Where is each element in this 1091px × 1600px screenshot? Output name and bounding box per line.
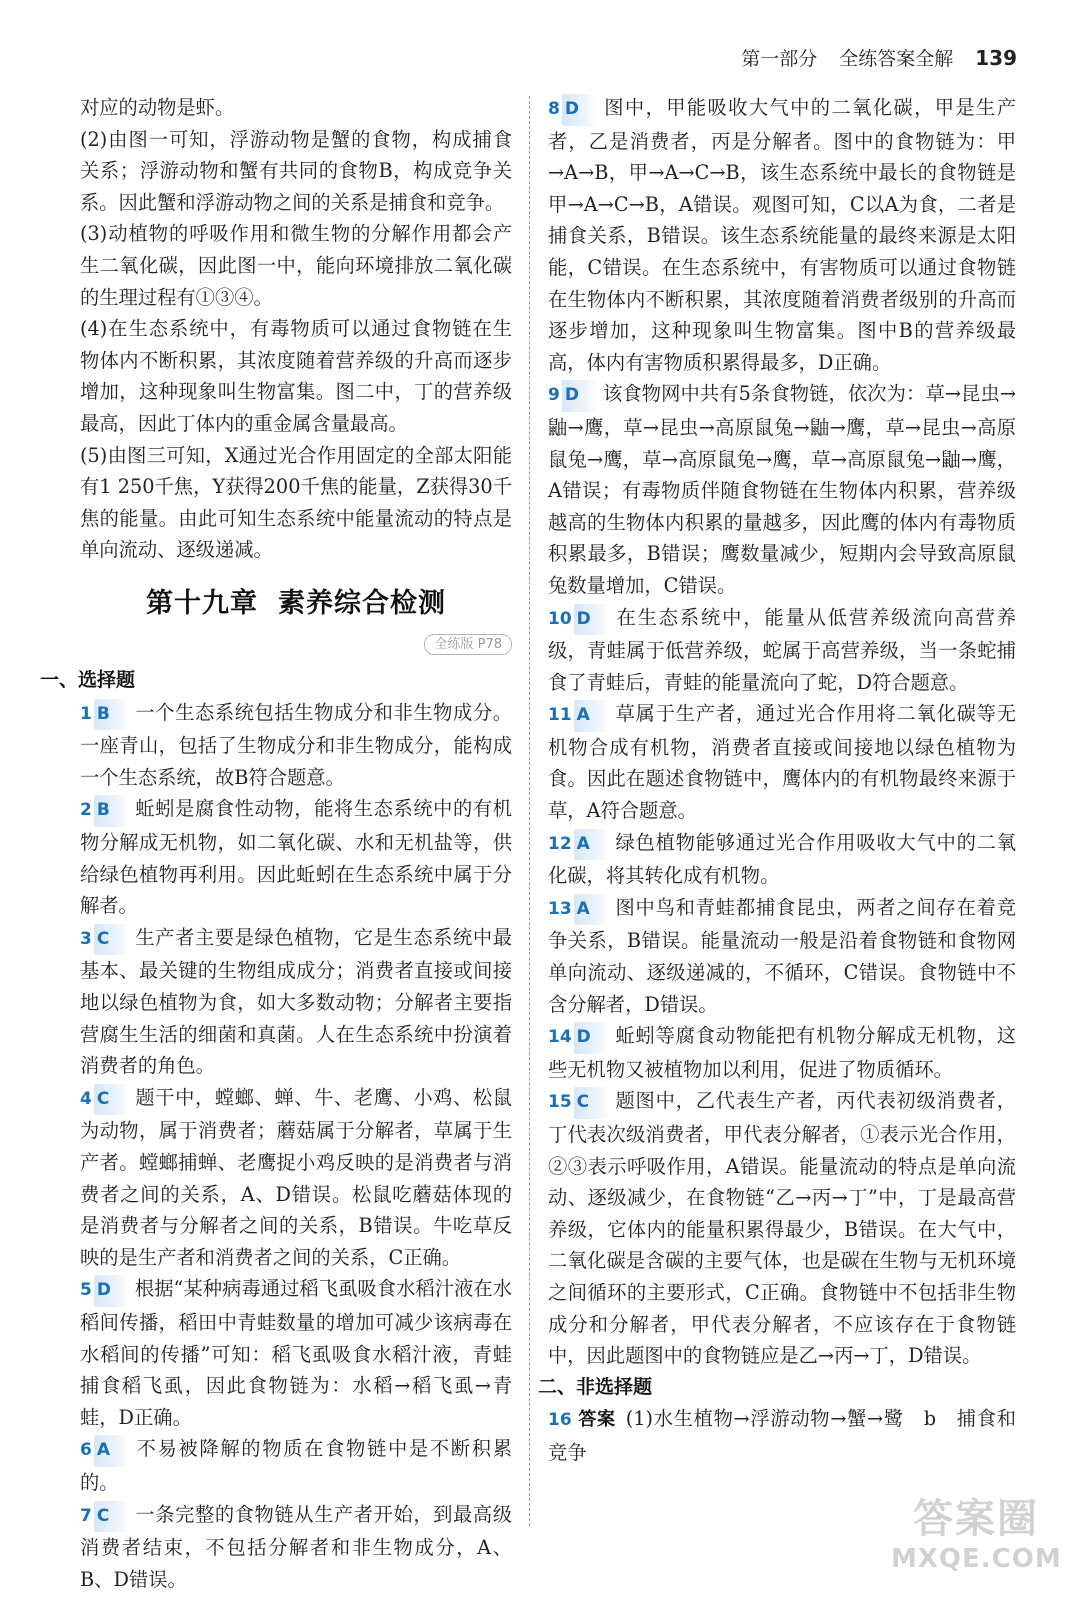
section-title-nonchoice: 二、非选择题: [538, 1375, 653, 1398]
header-section: 第一部分: [741, 48, 818, 70]
question-badge: 2 B: [80, 800, 129, 820]
explanation: 在生态系统中，能量从低营养级流向高营养级，青蛙属于低营养级，蛇属于高营养级，当一条蛇捕食了青蛙后，青蛙的能量流向了蛇，D符合题意。: [548, 605, 1016, 694]
answer-item: [80, 1082, 512, 1274]
explanation: 草属于生产者，通过光合作用将二氧化碳等无机物合成有机物，消费者直接或间接地以绿色植物为食。因此在题述食物链中，鹰体内的有机物最终来源于草，A符合题意。: [548, 702, 1016, 823]
answer-letter: C: [94, 924, 129, 956]
answer-letter: B: [94, 795, 129, 827]
question-badge: 16: [548, 1410, 572, 1431]
question-badge: 12 A: [548, 834, 609, 854]
answer-item: [80, 1433, 512, 1498]
answer-item: [548, 1020, 1016, 1085]
column-divider: [529, 96, 530, 1526]
paragraph: (4)在生态系统中，有毒物质可以通过食物链在生物体内不断积累，其浓度随着营养级的升高而逐步增加，这种现象叫生物富集。图二中，丁的营养级最高，因此丁体内的重金属含量最高。: [80, 317, 512, 435]
answer-item: [80, 1499, 512, 1596]
explanation: 图中，甲能吸收大气中的二氧化碳，甲是生产者，乙是消费者，丙是分解者。图中的食物链为：甲→A→B，甲→A→C→B，该生态系统中最长的食物链是甲→A→C→B，A错误。观图可知，C以A为食，二者是捕食关系，B错误。该生态系统能量的最终来源是太阳能，C错误。在生态系统中，有害物质可以通过食物链在生物体内不断积累，其浓度随着消费者级别的升高而逐步增加，这种现象叫生物富集。图中B的营养级最高，体内有害物质积累得最多，D正确。: [548, 96, 1016, 374]
answer-item: [548, 827, 1016, 892]
page-header: [741, 44, 1017, 71]
answer-item: [80, 1273, 512, 1433]
answer-item: [80, 697, 512, 794]
watermark-logo: 答案圈 MXQE.COM: [891, 1496, 1062, 1574]
answer-item: [548, 602, 1016, 699]
left-column: [40, 92, 512, 1595]
chapter-name: 素养综合检测: [278, 587, 446, 619]
explanation: 一条完整的食物链从生产者开始，到最高级消费者结束，不包括分解者和非生物成分，A、B、D错误。: [80, 1502, 512, 1591]
answer-letter: B: [94, 699, 129, 731]
answer-item: [80, 922, 512, 1082]
question-badge: 11 A: [548, 705, 609, 725]
answer-item: [548, 378, 1016, 601]
answer-item: [548, 1085, 1016, 1371]
question-badge: 6 A: [80, 1440, 129, 1460]
header-title: 全练答案全解: [839, 48, 954, 70]
answer-letter: A: [94, 1435, 129, 1467]
right-column: [538, 92, 1016, 1469]
answer-letter: A: [574, 894, 609, 926]
answer-item: [548, 92, 1016, 378]
question-badge: 5 D: [80, 1280, 129, 1300]
explanation: 不易被降解的物质在食物链中是不断积累的。: [80, 1437, 512, 1494]
paragraph: (3)动植物的呼吸作用和微生物的分解作用都会产生二氧化碳，因此图一中，能向环境排放二氧化碳的生理过程有①③④。: [80, 222, 512, 309]
paragraph: 对应的动物是虾。: [80, 96, 235, 119]
section-title-choice: 一、选择题: [40, 669, 136, 692]
answer-item: [548, 1403, 1016, 1468]
question-badge: 8 D: [548, 99, 597, 119]
question-badge: 3 C: [80, 929, 129, 949]
question-badge: 1 B: [80, 704, 129, 724]
answer-letter: C: [94, 1084, 129, 1116]
explanation: 蚯蚓是腐食性动物，能将生态系统中的有机物分解成无机物，如二氧化碳、水和无机盐等，供给绿色植物再利用。因此蚯蚓在生态系统中属于分解者。: [80, 797, 512, 918]
answer-letter: D: [574, 604, 609, 636]
explanation: 一个生态系统包括生物成分和非生物成分。一座青山，包括了生物成分和非生物成分，能构成一个生态系统，故B符合题意。: [80, 700, 512, 789]
question-badge: 15 C: [548, 1092, 609, 1112]
answer-letter: A: [574, 829, 609, 861]
answer-letter: C: [94, 1501, 129, 1533]
chapter-title: [80, 588, 512, 620]
paragraph: (2)由图一可知，浮游动物是蟹的食物，构成捕食关系；浮游动物和蟹有共同的食物B，构成竞争关系。因此蟹和浮游动物之间的关系是捕食和竞争。: [80, 127, 512, 214]
answer-item: [548, 698, 1016, 826]
answer-item: [80, 793, 512, 921]
page-number: 139: [975, 45, 1017, 70]
explanation: 题干中，螳螂、蝉、牛、老鹰、小鸡、松鼠为动物，属于消费者；蘑菇属于分解者，草属于生产者。螳螂捕蝉、老鹰捉小鸡反映的是消费者与消费者之间的关系，A、D错误。松鼠吃蘑菇体现的是消费者与分解者之间的关系，B错误。牛吃草反映的是生产者和消费者之间的关系，C正确。: [80, 1085, 512, 1269]
explanation: 根据“某种病毒通过稻飞虱吸食水稻汁液在水稻间传播，稻田中青蛙数量的增加可减少该病毒在水稻间的传播”可知：稻飞虱吸食水稻汁液，青蛙捕食稻飞虱，因此食物链为：水稻→稻飞虱→青蛙，D正确。: [80, 1277, 512, 1429]
question-badge: 14 D: [548, 1027, 609, 1047]
answer-letter: D: [94, 1275, 129, 1307]
explanation: 图中鸟和青蛙都捕食昆虫，两者之间存在着竞争关系，B错误。能量流动一般是沿着食物链和食物网单向流动、逐级递减的，不循环，C错误。食物链中不含分解者，D错误。: [548, 895, 1016, 1016]
answer-label: 答案: [577, 1409, 616, 1431]
explanation: 生产者主要是绿色植物，它是生态系统中最基本、最关键的生物组成成分；消费者直接或间接地以绿色植物为食，如大多数动物；分解者主要指营腐生生活的细菌和真菌。人在生态系统中扮演着消费者的角色。: [80, 925, 512, 1078]
question-badge: 13 A: [548, 899, 609, 919]
answer-letter: D: [562, 94, 597, 126]
question-badge: 10 D: [548, 609, 609, 629]
paragraph: (5)由图三可知，X通过光合作用固定的全部太阳能有1 250千焦，Y获得200千焦的能量，Z获得30千焦的能量。由此可知生态系统中能量流动的特点是单向流动、逐级递减。: [80, 443, 512, 562]
practice-page-tag: 全练版 P78: [424, 634, 512, 655]
explanation: (1)水生植物→浮游动物→蟹→鹭 b 捕食和竞争: [548, 1407, 1016, 1464]
answer-letter: C: [574, 1087, 609, 1119]
answer-item: [548, 892, 1016, 1020]
answer-letter: D: [574, 1022, 609, 1054]
answer-letter: D: [562, 380, 597, 412]
question-badge: 4 C: [80, 1089, 129, 1109]
explanation: 该食物网中共有5条食物链，依次为：草→昆虫→鼬→鹰，草→昆虫→高原鼠兔→鼬→鹰，草→昆虫→高原鼠兔→鹰，草→高原鼠兔→鹰，草→高原鼠兔→鼬→鹰，A错误；有毒物质伴随食物链在生物体内积累，营养级越高的生物体内积累的量越多，因此鹰的体内有毒物质积累最多，B错误；鹰数量减少，短期内会导致高原鼠兔数量增加，C错误。: [548, 382, 1016, 597]
chapter-number: 第十九章: [146, 587, 258, 619]
question-badge: 9 D: [548, 385, 597, 405]
explanation: 题图中，乙代表生产者，丙代表初级消费者，丁代表次级消费者，甲代表分解者，①表示光合作用，②③表示呼吸作用，A错误。能量流动的特点是单向流动、逐级减少，在食物链“乙→丙→丁”中，丁是最高营养级，它体内的能量积累得最少，B错误。在大气中，二氧化碳是含碳的主要气体，也是碳在生物与无机环境之间循环的主要形式，C正确。食物链中不包括非生物成分和分解者，甲代表分解者，不应该存在于食物链中，因此题图中的食物链应是乙→丙→丁，D错误。: [548, 1089, 1016, 1368]
question-badge: 7 C: [80, 1506, 129, 1526]
answer-letter: A: [574, 700, 609, 732]
explanation: 绿色植物能够通过光合作用吸收大气中的二氧化碳，将其转化成有机物。: [548, 830, 1016, 888]
explanation: 蚯蚓等腐食动物能把有机物分解成无机物，这些无机物又被植物加以利用，促进了物质循环。: [548, 1024, 1016, 1081]
